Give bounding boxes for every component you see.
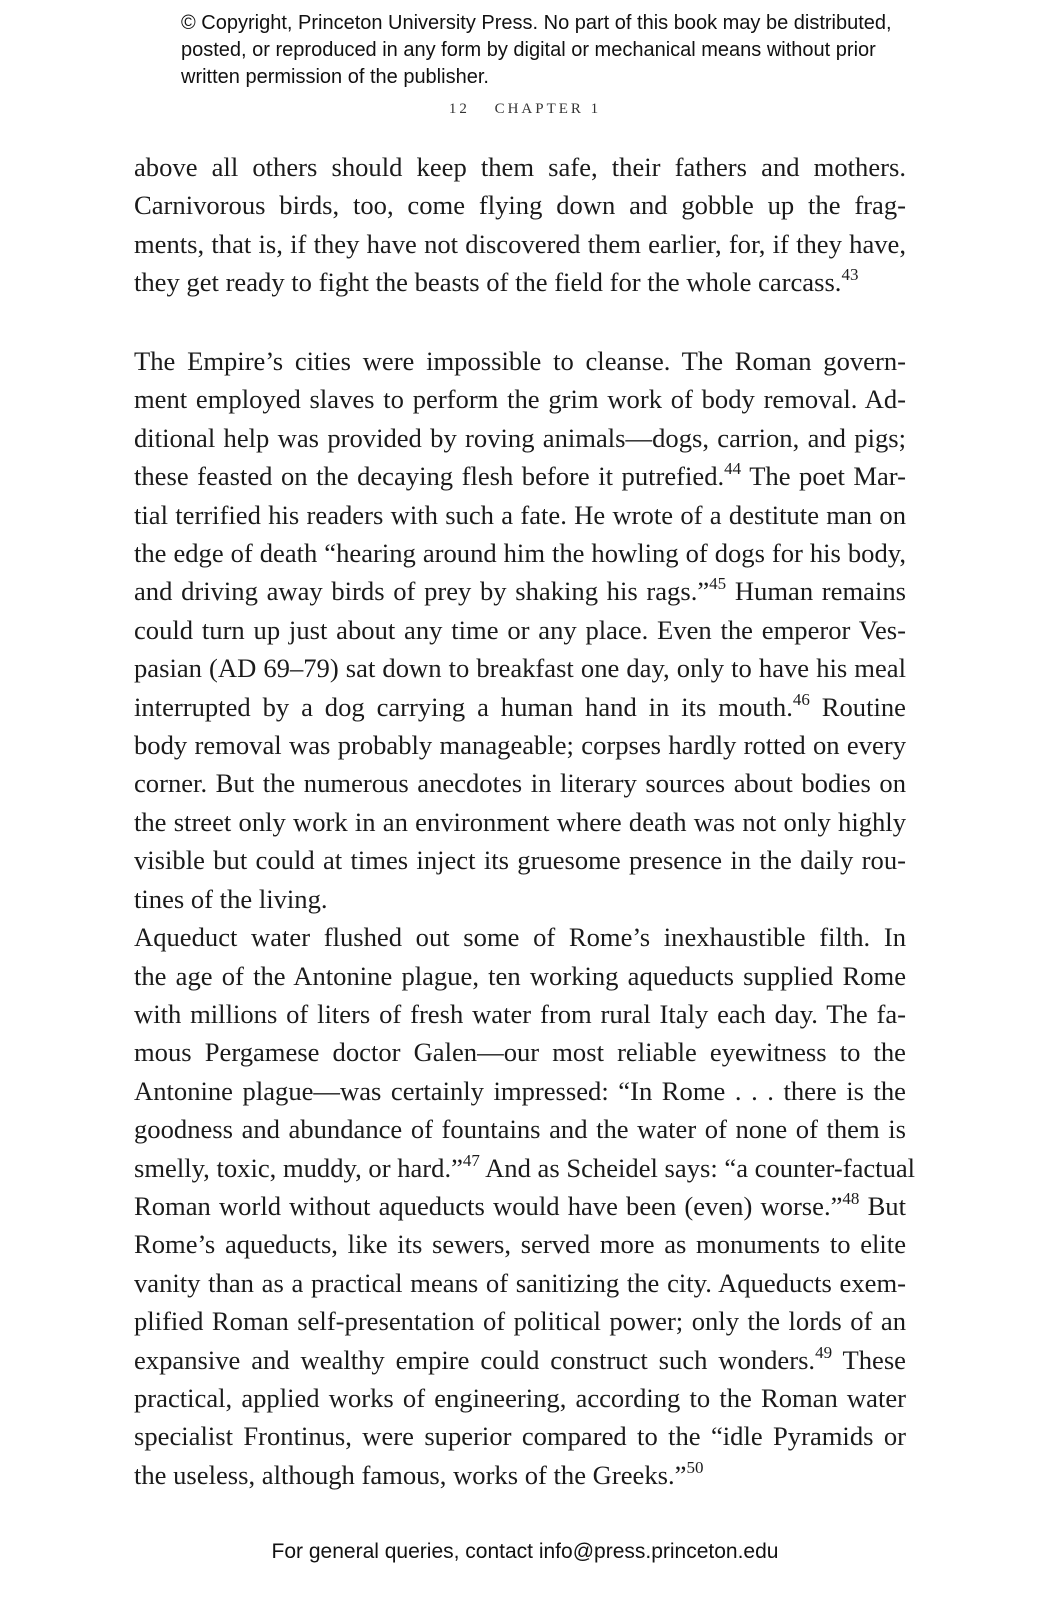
footnote-ref-48: 48 bbox=[842, 1188, 860, 1208]
text-line: vanity than as a practical means of sanitizing the city. Aqueducts exem- bbox=[134, 1267, 906, 1298]
text-line: mous Pergamese doctor Galen—our most reliable eyewitness to the bbox=[134, 1037, 906, 1068]
text-line bbox=[103, 572, 906, 610]
text-run: smelly, toxic, muddy, or hard.” bbox=[134, 1152, 463, 1183]
footnote-ref-50: 50 bbox=[686, 1457, 704, 1477]
paragraph-aqueducts bbox=[103, 918, 916, 1494]
text-run: interrupted by a dog carrying a human hand in its mouth. bbox=[134, 691, 793, 722]
text-run: And as Scheidel says: “a counter-factual bbox=[479, 1152, 916, 1183]
text-line: ment employed slaves to perform the grim work of body removal. Ad- bbox=[134, 384, 906, 415]
quote-line: ments, that is, if they have not discovered them earlier, for, if they have, bbox=[134, 228, 906, 259]
quote-line: Carnivorous birds, too, come flying down and gobble up the frag- bbox=[134, 190, 906, 221]
text-line: tines of the living. bbox=[134, 883, 328, 914]
text-line: specialist Frontinus, were superior compared to the “idle Pyramids or bbox=[134, 1421, 906, 1452]
text-run: These bbox=[832, 1344, 906, 1375]
text-line: tial terrified his readers with such a fate. He wrote of a destitute man on bbox=[134, 499, 906, 530]
text-line bbox=[103, 1187, 906, 1225]
text-line: Antonine plague—was certainly impressed: “In Rome . . . there is the bbox=[134, 1075, 906, 1106]
text-line bbox=[103, 457, 906, 495]
text-run: The poet Mar- bbox=[741, 461, 906, 492]
body-text bbox=[103, 342, 916, 1494]
quote-text: they get ready to fight the beasts of the field for the whole carcass. bbox=[134, 267, 842, 298]
footnote-ref-46: 46 bbox=[792, 689, 810, 709]
copyright-notice: © Copyright, Princeton University Press. No part of this book may be distributed, posted, or reproduced in any form by digital or mechanical means without prior written permission of the publisher. bbox=[181, 12, 892, 88]
footnote-ref-47: 47 bbox=[462, 1150, 480, 1170]
text-line: corner. But the numerous anecdotes in literary sources about bodies on bbox=[134, 768, 906, 799]
text-line: pasian (AD 69–79) sat down to breakfast one day, only to have his meal bbox=[134, 653, 906, 684]
text-line: the age of the Antonine plague, ten working aqueducts supplied Rome bbox=[134, 960, 906, 991]
text-line: The Empire’s cities were impossible to cleanse. The Roman govern- bbox=[134, 346, 906, 376]
text-run: these feasted on the decaying flesh before it putrefied. bbox=[134, 461, 725, 492]
text-line: ditional help was provided by roving animals—dogs, carrion, and pigs; bbox=[134, 422, 906, 453]
footnote-ref-49: 49 bbox=[815, 1342, 833, 1362]
text-line bbox=[103, 1149, 916, 1187]
text-line: Aqueduct water flushed out some of Rome’s inexhaustible filth. In bbox=[134, 922, 906, 953]
text-line: goodness and abundance of fountains and the water of none of them is bbox=[134, 1114, 906, 1145]
footnote-ref-44: 44 bbox=[724, 459, 742, 479]
text-run: But bbox=[859, 1190, 906, 1221]
text-line bbox=[103, 1341, 906, 1379]
paragraph-empire-cities bbox=[103, 342, 906, 918]
text-line: with millions of liters of fresh water from rural Italy each day. The fa- bbox=[134, 998, 906, 1029]
quote-line: above all others should keep them safe, their fathers and mothers. bbox=[134, 152, 906, 182]
text-line: practical, applied works of engineering, according to the Roman water bbox=[134, 1382, 906, 1413]
text-line: the street only work in an environment where death was not only highly bbox=[134, 806, 906, 837]
page-number: 12 bbox=[448, 101, 470, 117]
text-line: visible but could at times inject its gruesome presence in the daily rou- bbox=[134, 845, 906, 876]
footnote-ref-43: 43 bbox=[841, 265, 859, 285]
text-run: Routine bbox=[809, 691, 906, 722]
chapter-label: CHAPTER 1 bbox=[494, 101, 602, 117]
text-line: plified Roman self-presentation of political power; only the lords of an bbox=[134, 1306, 906, 1337]
footnote-ref-45: 45 bbox=[709, 574, 727, 594]
text-run: expansive and wealthy empire could construct such wonders. bbox=[134, 1344, 816, 1375]
text-line: could turn up just about any time or any place. Even the emperor Ves- bbox=[134, 614, 906, 645]
text-run: and driving away birds of prey by shaking his rags.” bbox=[134, 576, 710, 607]
text-line bbox=[103, 688, 906, 726]
footer-contact: For general queries, contact info@press.princeton.edu bbox=[271, 1540, 779, 1563]
running-head bbox=[0, 101, 1050, 118]
text-line: body removal was probably manageable; corpses hardly rotted on every bbox=[134, 730, 906, 761]
text-line: Rome’s aqueducts, like its sewers, served more as monuments to elite bbox=[134, 1229, 906, 1260]
text-line bbox=[103, 1456, 906, 1494]
text-run: the useless, although famous, works of the Greeks.” bbox=[134, 1459, 687, 1490]
text-line: the edge of death “hearing around him the howling of dogs for his body, bbox=[134, 538, 906, 569]
text-run: Roman world without aqueducts would have been (even) worse.” bbox=[134, 1190, 843, 1221]
block-quote bbox=[134, 148, 906, 302]
quote-line bbox=[134, 263, 906, 301]
text-run: Human remains bbox=[726, 576, 906, 607]
